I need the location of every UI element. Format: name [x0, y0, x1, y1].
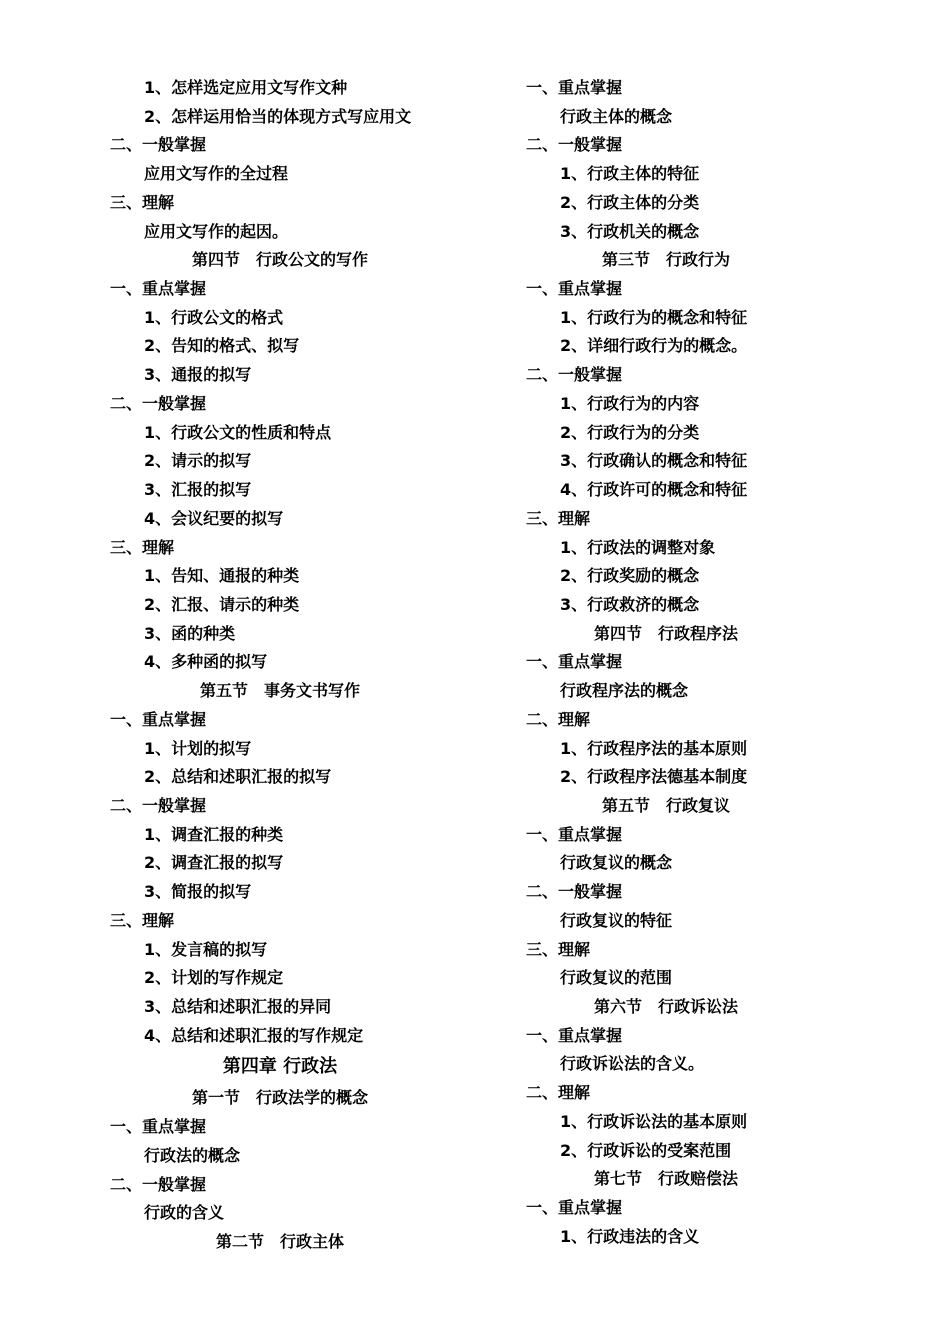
outline-heading: 二、理解: [526, 1083, 591, 1103]
outline-item: 2、计划的写作规定: [144, 968, 284, 988]
section-title: 第五节 事务文书写作: [199, 681, 360, 701]
outline-item: 应用文写作的起因。: [144, 221, 289, 241]
outline-heading: 一、重点掌握: [526, 652, 623, 672]
outline-item: 行政复议的特征: [560, 910, 673, 930]
outline-heading: 一、重点掌握: [526, 1198, 623, 1218]
outline-heading: 一、重点掌握: [526, 824, 623, 844]
outline-item: 行政法的概念: [144, 1145, 241, 1165]
outline-item: 2、行政主体的分类: [560, 192, 700, 212]
outline-item: 2、告知的格式、拟写: [144, 336, 300, 356]
outline-item: 3、函的种类: [144, 623, 236, 643]
right-column: [526, 74, 936, 1251]
section-title: 第一节 行政法学的概念: [191, 1088, 368, 1108]
outline-heading: 三、理解: [526, 508, 591, 528]
outline-item: 3、总结和述职汇报的异同: [144, 997, 332, 1016]
outline-item: 2、行政诉讼的受案范围: [560, 1140, 732, 1160]
outline-item: 3、行政确认的概念和特征: [560, 451, 748, 471]
outline-item: 1、调查汇报的种类: [144, 824, 284, 844]
outline-item: 行政的含义: [144, 1203, 225, 1223]
outline-item: 2、请示的拟写: [144, 451, 252, 471]
outline-item: 2、行政程序法德基本制度: [560, 767, 748, 787]
outline-heading: 二、理解: [526, 709, 591, 729]
outline-heading: 一、重点掌握: [110, 709, 207, 729]
outline-heading: 一、重点掌握: [110, 1117, 207, 1137]
outline-item: 3、简报的拟写: [144, 882, 252, 902]
outline-item: 3、行政救济的概念: [560, 594, 700, 614]
outline-item: 2、怎样运用恰当的体现方式写应用文: [144, 106, 412, 126]
section-title: 第五节 行政复议: [601, 795, 730, 815]
outline-item: 1、行政行为的概念和特征: [560, 307, 748, 327]
outline-item: 2、行政行为的分类: [560, 422, 700, 442]
outline-heading: 二、一般掌握: [110, 135, 207, 155]
outline-item: 3、行政机关的概念: [560, 221, 700, 241]
outline-heading: 一、重点掌握: [110, 279, 207, 299]
section-title: 第六节 行政诉讼法: [593, 997, 738, 1016]
outline-item: 2、详细行政行为的概念。: [560, 336, 748, 356]
outline-item: 1、行政违法的含义: [560, 1226, 700, 1246]
outline-item: 1、计划的拟写: [144, 738, 252, 758]
section-title: 第七节 行政赔偿法: [593, 1169, 738, 1189]
outline-item: 2、总结和述职汇报的拟写: [144, 767, 332, 787]
outline-heading: 三、理解: [110, 192, 175, 212]
outline-heading: 二、一般掌握: [110, 1174, 207, 1194]
outline-heading: 二、一般掌握: [110, 393, 207, 413]
outline-item: 1、行政行为的内容: [560, 393, 700, 413]
outline-item: 行政复议的范围: [560, 968, 673, 988]
outline-item: 2、汇报、请示的种类: [144, 594, 300, 614]
outline-item: 3、通报的拟写: [144, 365, 252, 385]
outline-heading: 三、理解: [110, 910, 175, 930]
outline-item: 1、行政公文的格式: [144, 307, 284, 327]
outline-heading: 三、理解: [110, 537, 175, 557]
section-title: 第二节 行政主体: [215, 1232, 344, 1252]
outline-item: 1、行政程序法的基本原则: [560, 738, 748, 758]
outline-heading: 三、理解: [526, 939, 591, 959]
chapter-title: 第四章 行政法: [222, 1056, 338, 1078]
outline-item: 1、告知、通报的种类: [144, 566, 300, 586]
outline-item: 2、行政奖励的概念: [560, 566, 700, 586]
outline-item: 行政复议的概念: [560, 853, 673, 873]
outline-item: 4、会议纪要的拟写: [144, 508, 284, 528]
outline-item: 1、行政诉讼法的基本原则: [560, 1111, 748, 1131]
outline-heading: 二、一般掌握: [526, 882, 623, 902]
section-title: 第四节 行政程序法: [593, 623, 738, 643]
outline-heading: 一、重点掌握: [526, 279, 623, 299]
outline-item: 应用文写作的全过程: [144, 164, 289, 184]
outline-item: 行政程序法的概念: [560, 681, 689, 701]
section-title: 第三节 行政行为: [601, 250, 730, 270]
outline-item: 4、行政许可的概念和特征: [560, 480, 748, 500]
outline-heading: 一、重点掌握: [526, 78, 623, 97]
outline-item: 行政诉讼法的含义。: [560, 1054, 705, 1074]
outline-item: 1、行政主体的特征: [560, 164, 700, 184]
outline-heading: 二、一般掌握: [526, 135, 623, 155]
outline-item: 1、行政法的调整对象: [560, 537, 716, 557]
outline-item: 1、发言稿的拟写: [144, 939, 268, 959]
outline-item: 1、怎样选定应用文写作文种: [144, 78, 348, 97]
outline-item: 2、调查汇报的拟写: [144, 853, 284, 873]
outline-heading: 一、重点掌握: [526, 1025, 623, 1045]
outline-item: 行政主体的概念: [560, 106, 673, 126]
section-title: 第四节 行政公文的写作: [191, 250, 368, 270]
outline-item: 3、汇报的拟写: [144, 480, 252, 500]
outline-item: 4、总结和述职汇报的写作规定: [144, 1025, 364, 1045]
outline-item: 4、多种函的拟写: [144, 652, 268, 672]
outline-heading: 二、一般掌握: [526, 365, 623, 385]
left-column: [110, 74, 520, 1257]
outline-item: 1、行政公文的性质和特点: [144, 422, 332, 442]
outline-heading: 二、一般掌握: [110, 795, 207, 815]
